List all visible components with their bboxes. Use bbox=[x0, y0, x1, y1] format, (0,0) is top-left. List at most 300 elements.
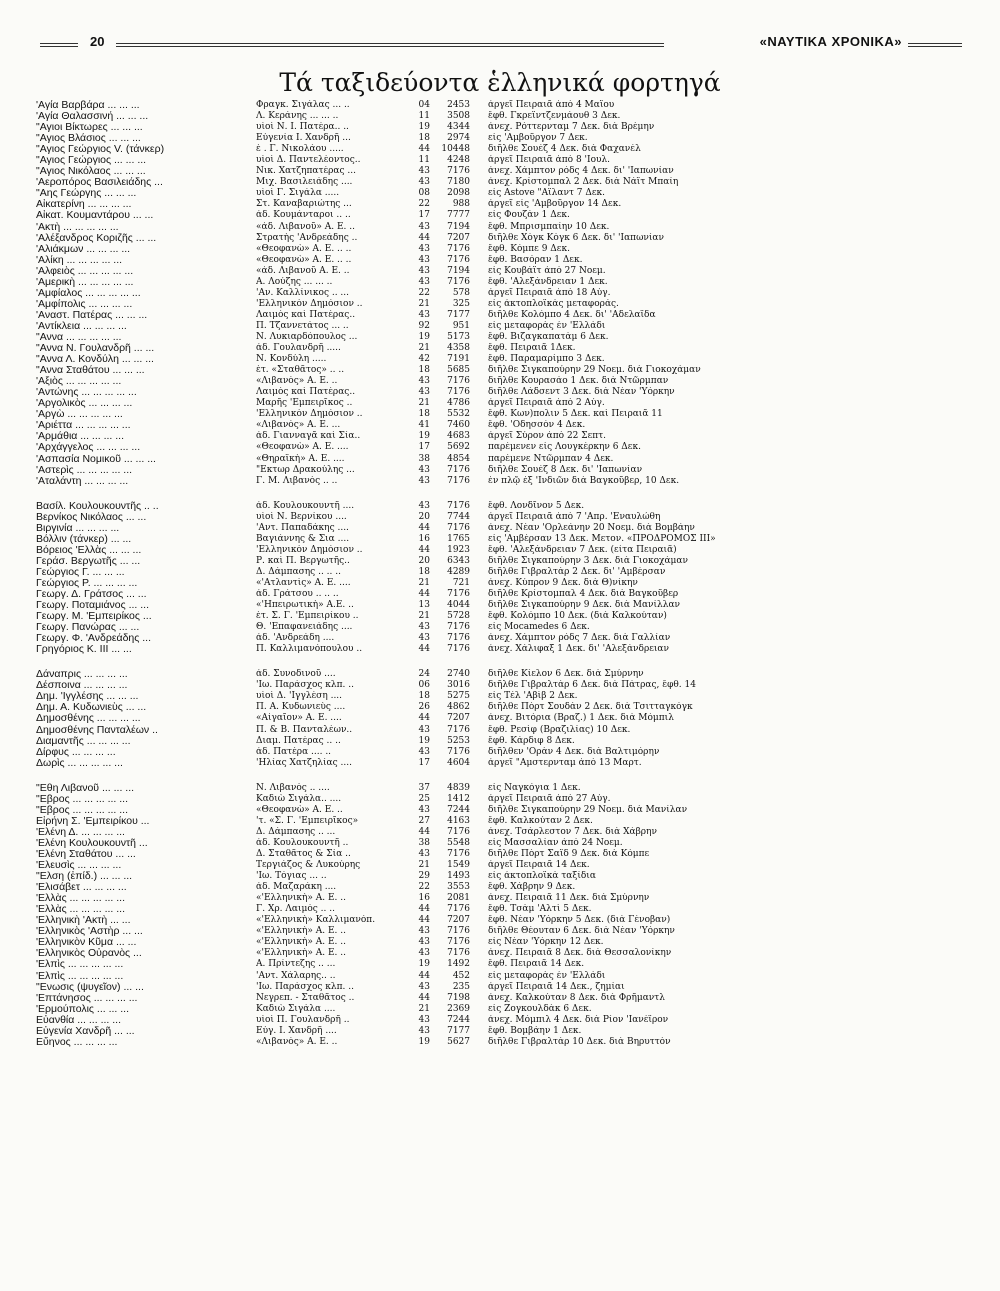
ship-row bbox=[36, 747, 956, 758]
ship-status: ἀνεχ. Χάμπτον ρόδς 4 Δεκ. δι' 'Ιαπωνίαν bbox=[488, 166, 674, 177]
ship-row bbox=[36, 611, 956, 622]
ship-year: 42 bbox=[418, 354, 430, 365]
ship-owner: 'Αντ. Παπαδάκης .... bbox=[256, 522, 349, 533]
ship-owner: ἑτ. «Σταθᾶτος» .. .. bbox=[256, 365, 345, 376]
ship-status: διῆλθε Κουρασάο 1 Δεκ. διὰ Ντῶρμπαν bbox=[488, 376, 669, 387]
ship-tonnage: 7176 bbox=[447, 522, 470, 533]
ship-name: 'Ελένη Δ. ... ... ... ... bbox=[36, 826, 125, 838]
ship-tonnage: 7176 bbox=[447, 243, 470, 254]
ship-tonnage: 5692 bbox=[447, 442, 470, 453]
ship-owner: Α. Πρίντεζης .. ... bbox=[256, 959, 336, 970]
ship-owner: ἀδ. Γουλανδρῆ ..... bbox=[256, 343, 341, 354]
ship-row bbox=[36, 166, 956, 177]
ship-name: 'Ελένη Κουλουκουντῆ ... bbox=[36, 837, 148, 849]
ship-row bbox=[36, 111, 956, 122]
ship-row bbox=[36, 644, 956, 655]
ship-status: διῆλθε Σιγκαπούρην 3 Δεκ. διὰ Γιοκοχάμαν bbox=[488, 555, 688, 566]
ship-tonnage: 7176 bbox=[447, 166, 470, 177]
ship-owner: «'Ελληνικὴ» Α. Ε. .. bbox=[256, 948, 346, 959]
ship-row bbox=[36, 959, 956, 970]
ship-row bbox=[36, 476, 956, 487]
ship-status: εἰς ἀκτοπλοϊκὰ ταξίδια bbox=[488, 871, 596, 882]
ship-tonnage: 7176 bbox=[447, 724, 470, 735]
ship-owner: Λ. Κεράνης ... ... .. bbox=[256, 111, 339, 122]
ship-status: ἀργεῖ Πειραιᾶ ἀπὸ 4 Μαΐου bbox=[488, 100, 615, 110]
ship-year: 43 bbox=[418, 849, 430, 859]
ship-year: 13 bbox=[418, 600, 430, 611]
ship-status: εἰς μεταφορὰς ἐν 'Ελλάδι bbox=[488, 320, 606, 331]
ship-year: 44 bbox=[418, 992, 430, 1003]
ship-row bbox=[36, 177, 956, 188]
ship-status: ἀνεχ. Βιτόρια (Βραζ.) 1 Δεκ. διὰ Μόμπιλ bbox=[488, 713, 674, 724]
ship-year: 27 bbox=[418, 815, 430, 826]
ship-name: 'Αλφειὸς ... ... ... ... ... bbox=[36, 265, 134, 277]
ship-owner: ἀδ. Γράτσου .. .. .. bbox=[256, 589, 339, 600]
ship-year: 19 bbox=[418, 331, 430, 342]
ship-status: ἔφθ. Κάρδιφ 8 Δεκ. bbox=[488, 735, 575, 746]
ship-name: Γεωργ. Δ. Γράτσος ... ... bbox=[36, 589, 147, 601]
ship-name: "Αγιοι Βίκτωρες ... ... ... bbox=[36, 122, 143, 134]
ship-owner: «ἀδ. Λιβανοῦ Α. Ε. .. bbox=[256, 265, 350, 276]
ship-row bbox=[36, 993, 956, 1004]
ship-status: ἔφθ. 'Αλεξάνδρειαν 7 Δεκ. (εἶτα Πειραιᾶ) bbox=[488, 544, 677, 555]
ship-status: ἀνεχ. Νέαν 'Ορλεάνην 20 Νοεμ. διὰ Βομβάην bbox=[488, 522, 695, 533]
ship-year: 21 bbox=[418, 298, 430, 309]
ship-name: "Εβρος ... ... ... ... ... bbox=[36, 793, 128, 805]
ship-status: διῆλθε Πὸρτ Σαΐδ 9 Δεκ. διὰ Κόμπε bbox=[488, 849, 650, 859]
ship-owner: υἱοὶ Ν. Ι. Πατέρα.. .. bbox=[256, 122, 349, 133]
ship-row bbox=[36, 387, 956, 398]
ship-name: "Αννα Λ. Κονδύλη ... ... ... bbox=[36, 354, 154, 366]
ship-name: 'Αργολικὸς ... ... ... ... bbox=[36, 398, 133, 410]
ship-row bbox=[36, 545, 956, 556]
ship-tonnage: 325 bbox=[452, 298, 470, 309]
ship-tonnage: 7176 bbox=[447, 926, 470, 937]
ship-tonnage: 7194 bbox=[447, 221, 470, 232]
ship-year: 43 bbox=[418, 243, 430, 254]
ship-tonnage: 452 bbox=[452, 970, 470, 981]
ship-year: 19 bbox=[418, 431, 430, 442]
ship-year: 11 bbox=[418, 111, 430, 122]
ship-tonnage: 1549 bbox=[447, 860, 470, 871]
ship-status: διῆλθε Γιβραλτὰρ 6 Δεκ. διὰ Πάτρας, ἔφθ. 14 bbox=[488, 680, 696, 691]
ship-owner: 'Ιω. Παράσχος κλπ. .. bbox=[256, 981, 354, 992]
ship-status: ἔφθ. Κόμπε 9 Δεκ. bbox=[488, 243, 570, 254]
ship-status: διῆλθε Γιβραλτὰρ 10 Δεκ. διὰ Βηρυττὸν bbox=[488, 1036, 671, 1047]
ship-name: 'Ελλὰς ... ... ... ... ... bbox=[36, 904, 125, 916]
ship-owner: υἱοὶ Π. Γουλανδρῆ .. bbox=[256, 1014, 350, 1025]
ship-tonnage: 7176 bbox=[447, 937, 470, 948]
ship-status: ἀνεχ. Χάμπτον ρόδς 7 Δεκ. διὰ Γαλλίαν bbox=[488, 633, 671, 644]
ship-status: ἀργεῖ "Αμστερνταμ ἀπὸ 13 Μαρτ. bbox=[488, 757, 642, 768]
ship-owner: Διαμ. Πατέρας .. .. bbox=[256, 735, 341, 746]
ship-owner: υἱοὶ Δ. 'Ιγγλέση .... bbox=[256, 691, 343, 702]
ship-status: εἰς Astove "Αϊλαντ 7 Δεκ. bbox=[488, 188, 606, 199]
ship-status: διῆλθε Σουὲζ 8 Δεκ. δι' 'Ιαπωνίαν bbox=[488, 464, 643, 475]
ship-row bbox=[36, 266, 956, 277]
ship-name: 'Ελληνικὸς Οὐρανὸς ... bbox=[36, 948, 142, 960]
ship-row bbox=[36, 188, 956, 199]
ship-name: "Ελση (ἐπίδ.) ... ... ... bbox=[36, 871, 133, 883]
ship-tonnage: 2098 bbox=[447, 188, 470, 199]
ship-tonnage: 5685 bbox=[447, 365, 470, 376]
ship-owner: ἑ . Γ. Νικολάου ..... bbox=[256, 144, 344, 155]
ship-status: ἔφθ. Χάβρην 9 Δεκ. bbox=[488, 882, 576, 893]
ship-name: 'Ασπασία Νομικοῦ ... ... ... bbox=[36, 453, 156, 465]
ship-name: Γεωργ. Μ. 'Εμπειρίκος ... bbox=[36, 611, 152, 623]
ship-tonnage: 7176 bbox=[447, 826, 470, 837]
ship-row bbox=[36, 948, 956, 959]
ship-owner: Εὐγενία Ι. Χανδρῆ ... bbox=[256, 133, 351, 144]
ship-status: εἰς Μασσαλίαν ἀπὸ 24 Νοεμ. bbox=[488, 837, 623, 848]
ship-year: 19 bbox=[418, 959, 430, 970]
ship-year: 21 bbox=[418, 343, 430, 354]
ship-row bbox=[36, 725, 956, 736]
ship-row bbox=[36, 431, 956, 442]
ship-row bbox=[36, 669, 956, 680]
ship-tonnage: 7176 bbox=[447, 387, 470, 398]
ship-status: εἰς ἀκτοπλοϊκὰς μεταφοράς. bbox=[488, 298, 619, 309]
ship-tonnage: 5627 bbox=[447, 1036, 470, 1047]
ship-owner: «'Ελληνικὴ» Α. Ε. .. bbox=[256, 926, 346, 937]
ship-year: 43 bbox=[418, 221, 430, 232]
ship-row bbox=[36, 937, 956, 948]
ship-row bbox=[36, 827, 956, 838]
ship-tonnage: 7244 bbox=[447, 1014, 470, 1025]
ship-status: εἰς Κουβάϊτ ἀπὸ 27 Νοεμ. bbox=[488, 265, 606, 276]
ship-name: 'Ελπὶς ... ... ... ... ... bbox=[36, 970, 124, 982]
ship-year: 41 bbox=[418, 420, 430, 431]
ship-status: ἔφθ. 'Οδησσὸν 4 Δεκ. bbox=[488, 420, 586, 431]
ship-status: διῆλθε Σιγκαπούρην 9 Δεκ. διὰ Μανίλλαν bbox=[488, 600, 681, 611]
ship-name: 'Αταλάντη ... ... ... ... bbox=[36, 475, 129, 487]
ship-name: Δάναπρις ... ... ... ... bbox=[36, 669, 128, 681]
ship-group bbox=[36, 783, 956, 1048]
ship-name: "Αννα ... ... ... ... ... bbox=[36, 331, 122, 343]
ship-name: 'Αξιὸς ... ... ... ... ... bbox=[36, 376, 122, 388]
ship-name: Εὐανθία ... ... ... ... bbox=[36, 1014, 121, 1026]
ship-name: 'Αντώνης ... ... ... ... ... bbox=[36, 387, 137, 399]
ship-year: 43 bbox=[418, 309, 430, 320]
ship-tonnage: 7176 bbox=[447, 948, 470, 959]
ship-status: ἔφθ. Βιζαγκαπατὰμ 6 Δεκ. bbox=[488, 331, 609, 342]
ship-name: 'Ελληνικὸς 'Αστὴρ ... ... bbox=[36, 926, 143, 938]
ship-status: ἔφθ. Πειραιᾶ 1Δεκ. bbox=[488, 343, 576, 354]
ship-tonnage: 7176 bbox=[447, 276, 470, 287]
ship-tonnage: 10448 bbox=[441, 144, 470, 155]
ship-row bbox=[36, 578, 956, 589]
ship-status: διῆλθε Κίελον 6 Δεκ. διὰ Σμύρνην bbox=[488, 669, 644, 680]
ship-owner: Ν. Λιβανὸς .. .... bbox=[256, 782, 330, 793]
ship-year: 43 bbox=[418, 265, 430, 276]
ship-group bbox=[36, 669, 956, 768]
ship-tonnage: 7177 bbox=[447, 1025, 470, 1036]
ship-row bbox=[36, 680, 956, 691]
ship-year: 43 bbox=[418, 276, 430, 287]
ship-year: 43 bbox=[418, 464, 430, 475]
ship-name: 'Αμφίπολις ... ... ... ... bbox=[36, 298, 133, 310]
ship-owner: «'Ελληνικὴ» Α. Ε. .. bbox=[256, 893, 346, 904]
journal-title: «ΝΑΥΤΙΚΑ ΧΡΟΝΙΚΑ» bbox=[759, 34, 902, 49]
ship-row bbox=[36, 321, 956, 332]
ship-year: 24 bbox=[418, 669, 430, 680]
ship-year: 44 bbox=[418, 713, 430, 724]
ship-status: ἀνεχ. Καλκούταν 8 Δεκ. διὰ Φρῆμαντλ bbox=[488, 992, 665, 1003]
ship-owner: Ρ. καὶ Π. Βεργωτῆς.. bbox=[256, 555, 350, 566]
header-rule-right bbox=[908, 43, 962, 47]
ship-year: 17 bbox=[418, 442, 430, 453]
ship-owner: «Αἰγαῖον» Α. Ε. .... bbox=[256, 713, 342, 724]
ship-owner: Ν. Κονδύλη ..... bbox=[256, 354, 327, 365]
ship-tonnage: 988 bbox=[452, 199, 470, 210]
ship-name: 'Ελένη Σταθάτου ... ... bbox=[36, 849, 136, 860]
ship-status: εἰς Ναγκόγια 1 Δεκ. bbox=[488, 782, 581, 793]
ship-row bbox=[36, 454, 956, 465]
ship-name: Δίρφυς ... ... ... ... bbox=[36, 746, 116, 758]
ship-status: διῆλθεν 'Ορὰν 4 Δεκ. διὰ Βαλτιμόρην bbox=[488, 746, 660, 757]
ship-name: "Αγιος Γεώργιος ... ... ... bbox=[36, 155, 147, 167]
ship-name: 'Αρμάθια ... ... ... ... bbox=[36, 431, 125, 443]
ship-owner: 'Ελληνικὸν Δημόσιον .. bbox=[256, 409, 363, 420]
ship-list bbox=[36, 100, 956, 1062]
ship-name: 'Ελλὰς ... ... ... ... ... bbox=[36, 893, 125, 905]
ship-tonnage: 7176 bbox=[447, 475, 470, 486]
ship-status: εἰς Mocamedes 6 Δεκ. bbox=[488, 622, 590, 633]
ship-row bbox=[36, 758, 956, 769]
ship-tonnage: 3553 bbox=[447, 882, 470, 893]
ship-row bbox=[36, 244, 956, 255]
ship-year: 25 bbox=[418, 793, 430, 804]
ship-row bbox=[36, 702, 956, 713]
ship-status: ἔφθ. Νέαν 'Υόρκην 5 Δεκ. (διὰ Γένοβαν) bbox=[488, 915, 671, 926]
ship-owner: υἱοὶ Ν. Βερνίκου .... bbox=[256, 511, 347, 522]
ship-tonnage: 4289 bbox=[447, 566, 470, 577]
ship-tonnage: 4862 bbox=[447, 702, 470, 713]
ship-owner: Δ. Σταθᾶτος & Σία .. bbox=[256, 849, 351, 859]
ship-owner: Στρατὴς 'Ανδρεάδης .. bbox=[256, 232, 358, 243]
ship-year: 20 bbox=[418, 511, 430, 522]
ship-status: ἔφθ. Τσὰμ 'Αλτὶ 5 Δεκ. bbox=[488, 904, 592, 915]
ship-year: 21 bbox=[418, 398, 430, 409]
ship-year: 43 bbox=[418, 948, 430, 959]
ship-owner: «Θηραϊκὴ» Α. Ε. .... bbox=[256, 453, 345, 464]
ship-row bbox=[36, 1015, 956, 1026]
ship-row bbox=[36, 860, 956, 871]
ship-name: "Αννα Σταθάτου ... ... ... bbox=[36, 365, 145, 377]
ship-tonnage: 7176 bbox=[447, 589, 470, 600]
ship-status: διῆλθε Γιβραλτὰρ 2 Δεκ. δι' 'Αμβέρσαν bbox=[488, 566, 666, 577]
ship-status: ἔφθ. Ρεσὶφ (Βραζιλίας) 10 Δεκ. bbox=[488, 724, 631, 735]
ship-status: διῆλθε Χὸγκ Κὸγκ 6 Δεκ. δι' 'Ιαπωνίαν bbox=[488, 232, 664, 243]
ship-year: 44 bbox=[418, 589, 430, 600]
ship-name: 'Αρχάγγελος ... ... ... ... bbox=[36, 442, 141, 454]
ship-status: ἐν πλῷ ἐξ 'Ινδιῶν διὰ Βαγκοῦβερ, 10 Δεκ. bbox=[488, 475, 680, 486]
ship-name: Δημοσθένης Πανταλέων .. bbox=[36, 724, 158, 736]
ship-tonnage: 4854 bbox=[447, 453, 470, 464]
ship-owner: Στ. Καναβαριώτης ... bbox=[256, 199, 352, 210]
ship-year: 16 bbox=[418, 893, 430, 904]
ship-tonnage: 4344 bbox=[447, 122, 470, 133]
ship-status: ἀργεῖ Πειραιᾶ ἀπὸ 7 'Απρ. 'Εναυλώθη bbox=[488, 511, 661, 522]
ship-owner: 'Ελληνικὸν Δημόσιον .. bbox=[256, 298, 363, 309]
ship-owner: υἱοὶ Δ. Παντελέοντος.. bbox=[256, 155, 361, 166]
ship-row bbox=[36, 1026, 956, 1037]
ship-tonnage: 4786 bbox=[447, 398, 470, 409]
ship-owner: Φραγκ. Σιγάλας ... .. bbox=[256, 100, 350, 110]
ship-year: 44 bbox=[418, 522, 430, 533]
ship-name: 'Ελληνικὴ 'Ακτὴ ... ... bbox=[36, 915, 131, 927]
ship-owner: Γ. Χρ. Λαιμὸς .. .. bbox=[256, 904, 335, 915]
ship-owner: Ν. Λυκιαρδόπουλος ... bbox=[256, 331, 358, 342]
ship-year: 43 bbox=[418, 1025, 430, 1036]
ship-tonnage: 7176 bbox=[447, 464, 470, 475]
ship-owner: 'Ελληνικὸν Δημόσιον .. bbox=[256, 544, 363, 555]
ship-name: Αἰκατερίνη ... ... ... ... bbox=[36, 199, 132, 211]
ship-tonnage: 7207 bbox=[447, 232, 470, 243]
ship-status: διῆλθε Κρίστομπαλ 4 Δεκ. διὰ Βαγκοῦβερ bbox=[488, 589, 679, 600]
ship-status: ἀνεχ. Κύπρον 9 Δεκ. διὰ Θ)νίκην bbox=[488, 577, 638, 588]
ship-tonnage: 4163 bbox=[447, 815, 470, 826]
ship-name: 'Αργὼ ... ... ... ... ... bbox=[36, 409, 123, 421]
ship-status: ἀνεχ. Πειραιᾶ 8 Δεκ. διὰ Θεσσαλονίκην bbox=[488, 948, 672, 959]
ship-owner: 'τ. «Σ. Γ. 'Εμπειρῖκος» bbox=[256, 815, 359, 826]
ship-year: 18 bbox=[418, 409, 430, 420]
ship-tonnage: 7176 bbox=[447, 622, 470, 633]
ship-year: 21 bbox=[418, 577, 430, 588]
ship-tonnage: 7744 bbox=[447, 511, 470, 522]
ship-owner: «Λιβανὸς» Α. Ε. ... bbox=[256, 420, 341, 431]
ship-tonnage: 3016 bbox=[447, 680, 470, 691]
ship-owner: Π. Α. Κυδωνιεὺς .... bbox=[256, 702, 346, 713]
ship-owner: «Θεοφανὼ» Α. Ε. .. .. bbox=[256, 243, 352, 254]
ship-status: ἔφθ. Κολόμπο 10 Δεκ. (διὰ Καλκούταν) bbox=[488, 611, 667, 622]
ship-status: ἀργεῖ εἰς 'Αμβοῦργον 14 Δεκ. bbox=[488, 199, 622, 210]
ship-row bbox=[36, 794, 956, 805]
ship-name: 'Αναστ. Πατέρας ... ... ... bbox=[36, 309, 148, 321]
ship-tonnage: 7176 bbox=[447, 376, 470, 387]
ship-row bbox=[36, 838, 956, 849]
ship-row bbox=[36, 512, 956, 523]
ship-year: 43 bbox=[418, 926, 430, 937]
ship-owner: ἀδ. Συνοδινοῦ .... bbox=[256, 669, 336, 680]
ship-row bbox=[36, 343, 956, 354]
ship-tonnage: 7176 bbox=[447, 904, 470, 915]
ship-name: 'Αμφίαλος ... ... ... ... ... bbox=[36, 287, 141, 299]
ship-name: Αἰκατ. Κουμαντάρου ... ... bbox=[36, 210, 154, 222]
ship-row bbox=[36, 713, 956, 724]
ship-row bbox=[36, 882, 956, 893]
ship-name: 'Αλιάκμων ... ... ... ... bbox=[36, 243, 131, 255]
ship-row bbox=[36, 332, 956, 343]
ship-tonnage: 1492 bbox=[447, 959, 470, 970]
ship-status: διῆλθε Θέουταν 6 Δεκ. διὰ Νέαν 'Υόρκην bbox=[488, 926, 675, 937]
ship-row bbox=[36, 155, 956, 166]
ship-row bbox=[36, 442, 956, 453]
ship-owner: «Θεοφανὼ» Α. Ε. .... bbox=[256, 442, 349, 453]
ship-row bbox=[36, 904, 956, 915]
ship-name: 'Αριέττα ... ... ... ... ... bbox=[36, 420, 131, 432]
ship-owner: «ἀδ. Λιβανοῦ» Α. Ε. .. bbox=[256, 221, 355, 232]
ship-name: 'Αλίκη ... ... ... ... ... bbox=[36, 254, 123, 266]
ship-row bbox=[36, 783, 956, 794]
ship-status: ἀργεῖ Πειραιᾶ ἀπὸ 27 Αὐγ. bbox=[488, 793, 611, 804]
ship-tonnage: 7198 bbox=[447, 992, 470, 1003]
ship-tonnage: 2081 bbox=[447, 893, 470, 904]
ship-status: ἀνεχ. Μόμπιλ 4 Δεκ. διὰ Ρίον 'Ιανέϊρον bbox=[488, 1014, 669, 1025]
ship-status: ἔφθ. Λονδῖνον 5 Δεκ. bbox=[488, 500, 585, 511]
ship-row bbox=[36, 299, 956, 310]
ship-tonnage: 7207 bbox=[447, 713, 470, 724]
ship-year: 44 bbox=[418, 544, 430, 555]
ship-row bbox=[36, 1004, 956, 1015]
ship-tonnage: 2974 bbox=[447, 133, 470, 144]
ship-name: Δημ. 'Ιγγλέσης ... ... ... bbox=[36, 691, 139, 703]
ship-row bbox=[36, 420, 956, 431]
ship-owner: «Λιβανὸς» Α. Ε. .. bbox=[256, 1036, 338, 1047]
ship-name: 'Ελληνικὸν Κῦμα ... ... bbox=[36, 937, 137, 949]
ship-name: 'Αεροπόρος Βασιλειάδης ... bbox=[36, 177, 163, 189]
ship-year: 22 bbox=[418, 199, 430, 210]
ship-owner: «'Ατλαντὶς» Α. Ε. .... bbox=[256, 577, 351, 588]
ship-name: 'Ερμούπολις ... ... ... bbox=[36, 1003, 129, 1015]
ship-year: 18 bbox=[418, 691, 430, 702]
ship-name: Γεώργιος Ρ. ... ... ... ... bbox=[36, 577, 138, 589]
ship-name: "Αννα Ν. Γουλανδρῆ ... ... bbox=[36, 343, 155, 355]
ship-row bbox=[36, 982, 956, 993]
ship-owner: 'Ιω. Τόγιας ... .. bbox=[256, 871, 327, 882]
ship-year: 44 bbox=[418, 644, 430, 655]
ship-owner: Εὐγ. Ι. Χανδρῆ .... bbox=[256, 1025, 337, 1036]
ship-year: 16 bbox=[418, 533, 430, 544]
ship-owner: Μιχ. Βασιλειάδης .... bbox=[256, 177, 353, 188]
ship-tonnage: 3508 bbox=[447, 111, 470, 122]
ship-row bbox=[36, 556, 956, 567]
ship-year: 17 bbox=[418, 757, 430, 768]
ship-status: διῆλθε Κολόμπο 4 Δεκ. δι' 'Αδελαΐδα bbox=[488, 309, 656, 320]
ship-status: ἀργεῖ Πειραιᾶ ἀπὸ 8 'Ιουλ. bbox=[488, 155, 611, 166]
ship-year: 29 bbox=[418, 871, 430, 882]
ship-owner: Π. & Β. Πανταλέων.. bbox=[256, 724, 353, 735]
ship-name: Βόλλιν (τάνκερ) ... ... bbox=[36, 533, 132, 545]
ship-row bbox=[36, 122, 956, 133]
ship-tonnage: 7177 bbox=[447, 309, 470, 320]
ship-row bbox=[36, 255, 956, 266]
ship-owner: «Λιβανὸς» Α. Ε. .. bbox=[256, 376, 338, 387]
ship-status: εἰς Τὲλ 'Αβὶβ 2 Δεκ. bbox=[488, 691, 578, 702]
ship-tonnage: 2369 bbox=[447, 1003, 470, 1014]
ship-row bbox=[36, 816, 956, 827]
ship-year: 44 bbox=[418, 970, 430, 981]
ship-name: Βόρειος 'Ελλὰς ... ... ... bbox=[36, 544, 142, 556]
ship-name: 'Αλέξανδρος Κοριζῆς ... ... bbox=[36, 232, 157, 244]
ship-row bbox=[36, 633, 956, 644]
ship-tonnage: 7176 bbox=[447, 746, 470, 757]
ship-year: 18 bbox=[418, 365, 430, 376]
ship-tonnage: 5253 bbox=[447, 735, 470, 746]
ship-name: "Αγιος Νικόλαος ... ... ... bbox=[36, 166, 146, 178]
ship-row bbox=[36, 849, 956, 860]
ship-tonnage: 5728 bbox=[447, 611, 470, 622]
ship-tonnage: 1923 bbox=[447, 544, 470, 555]
ship-name: Εὐγενία Χανδρῆ ... ... bbox=[36, 1025, 135, 1037]
ship-year: 18 bbox=[418, 133, 430, 144]
ship-year: 21 bbox=[418, 860, 430, 871]
ship-tonnage: 2740 bbox=[447, 669, 470, 680]
ship-owner: 'Αντ. Χάλαρης.. .. bbox=[256, 970, 336, 981]
header-rule-left bbox=[40, 43, 78, 47]
ship-status: εἰς Νέαν 'Υόρκην 12 Δεκ. bbox=[488, 937, 604, 948]
ship-row bbox=[36, 600, 956, 611]
